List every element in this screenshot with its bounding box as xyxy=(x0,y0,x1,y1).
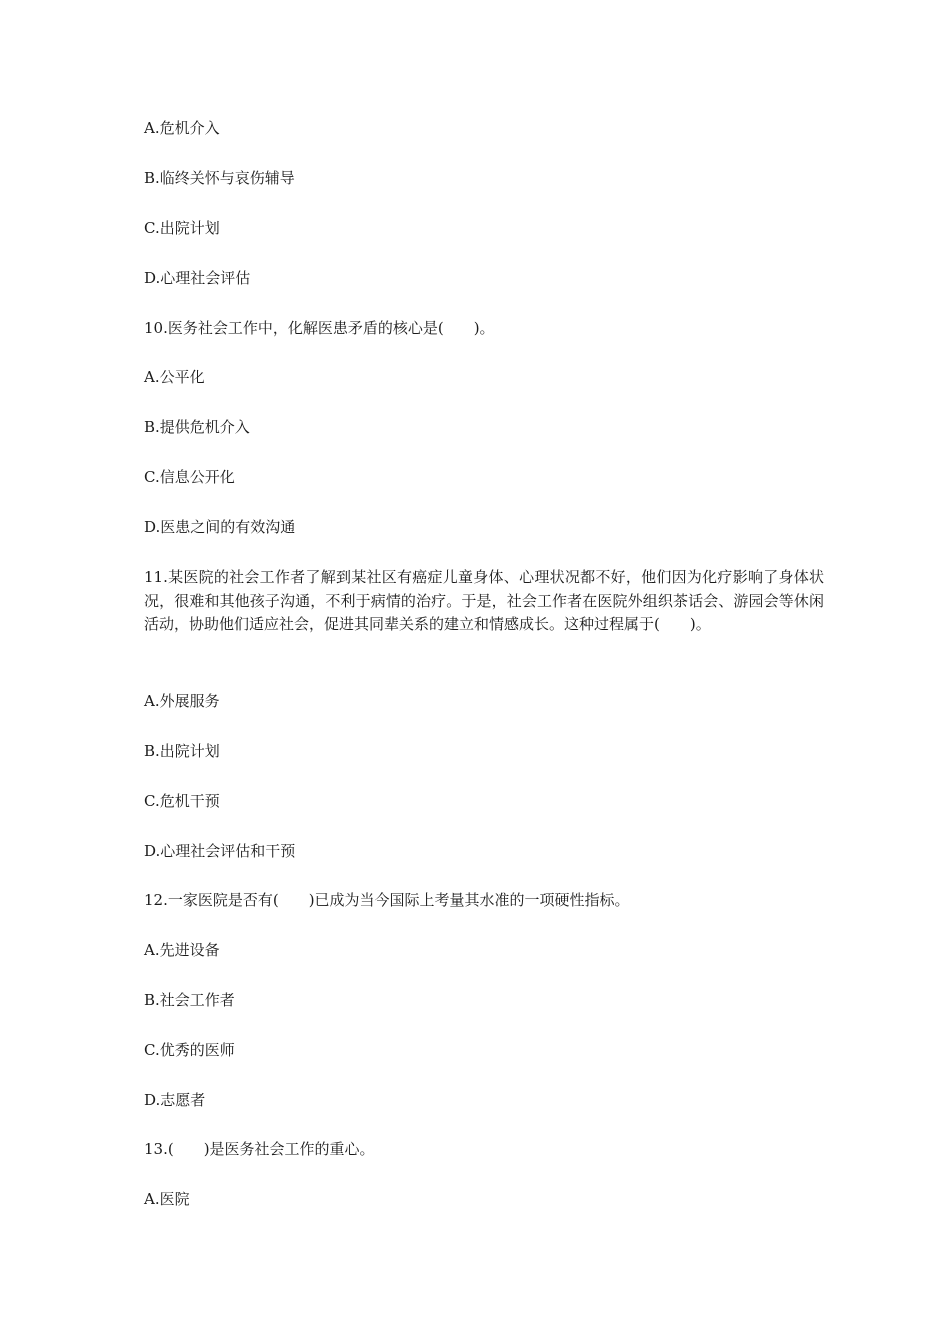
q11-option-a: A.外展服务 xyxy=(144,692,220,710)
q9-option-b: B.临终关怀与哀伤辅导 xyxy=(144,169,295,187)
q9-option-a: A.危机介入 xyxy=(144,119,220,137)
q12-option-a: A.先进设备 xyxy=(144,941,220,959)
q10-option-c: C.信息公开化 xyxy=(144,468,235,486)
q11-option-d: D.心理社会评估和干预 xyxy=(144,842,296,860)
q10-option-b: B.提供危机介入 xyxy=(144,418,250,436)
q12-option-c: C.优秀的医师 xyxy=(144,1041,235,1059)
q11-option-b: B.出院计划 xyxy=(144,742,220,760)
q9-option-d: D.心理社会评估 xyxy=(144,269,251,287)
q11-stem: 11.某医院的社会工作者了解到某社区有癌症儿童身体、心理状况都不好，他们因为化疗影响了身体状况，很难和其他孩子沟通，不利于病情的治疗。于是，社会工作者在医院外组织茶话会、游园会等休闲活动，协助他们适应社会，促进其同辈关系的建立和情感成长。这种过程属于( )。 xyxy=(144,568,824,633)
q10-stem: 10.医务社会工作中，化解医患矛盾的核心是( )。 xyxy=(144,319,495,337)
q12-stem: 12.一家医院是否有( )已成为当今国际上考量其水准的一项硬性指标。 xyxy=(144,891,630,909)
q12-option-b: B.社会工作者 xyxy=(144,991,235,1009)
q9-option-c: C.出院计划 xyxy=(144,219,220,237)
q13-option-a: A.医院 xyxy=(144,1190,190,1208)
q13-stem: 13.( )是医务社会工作的重心。 xyxy=(144,1140,375,1158)
q11-option-c: C.危机干预 xyxy=(144,792,220,810)
q12-option-d: D.志愿者 xyxy=(144,1091,206,1109)
q10-option-a: A.公平化 xyxy=(144,368,205,386)
q10-option-d: D.医患之间的有效沟通 xyxy=(144,518,296,536)
